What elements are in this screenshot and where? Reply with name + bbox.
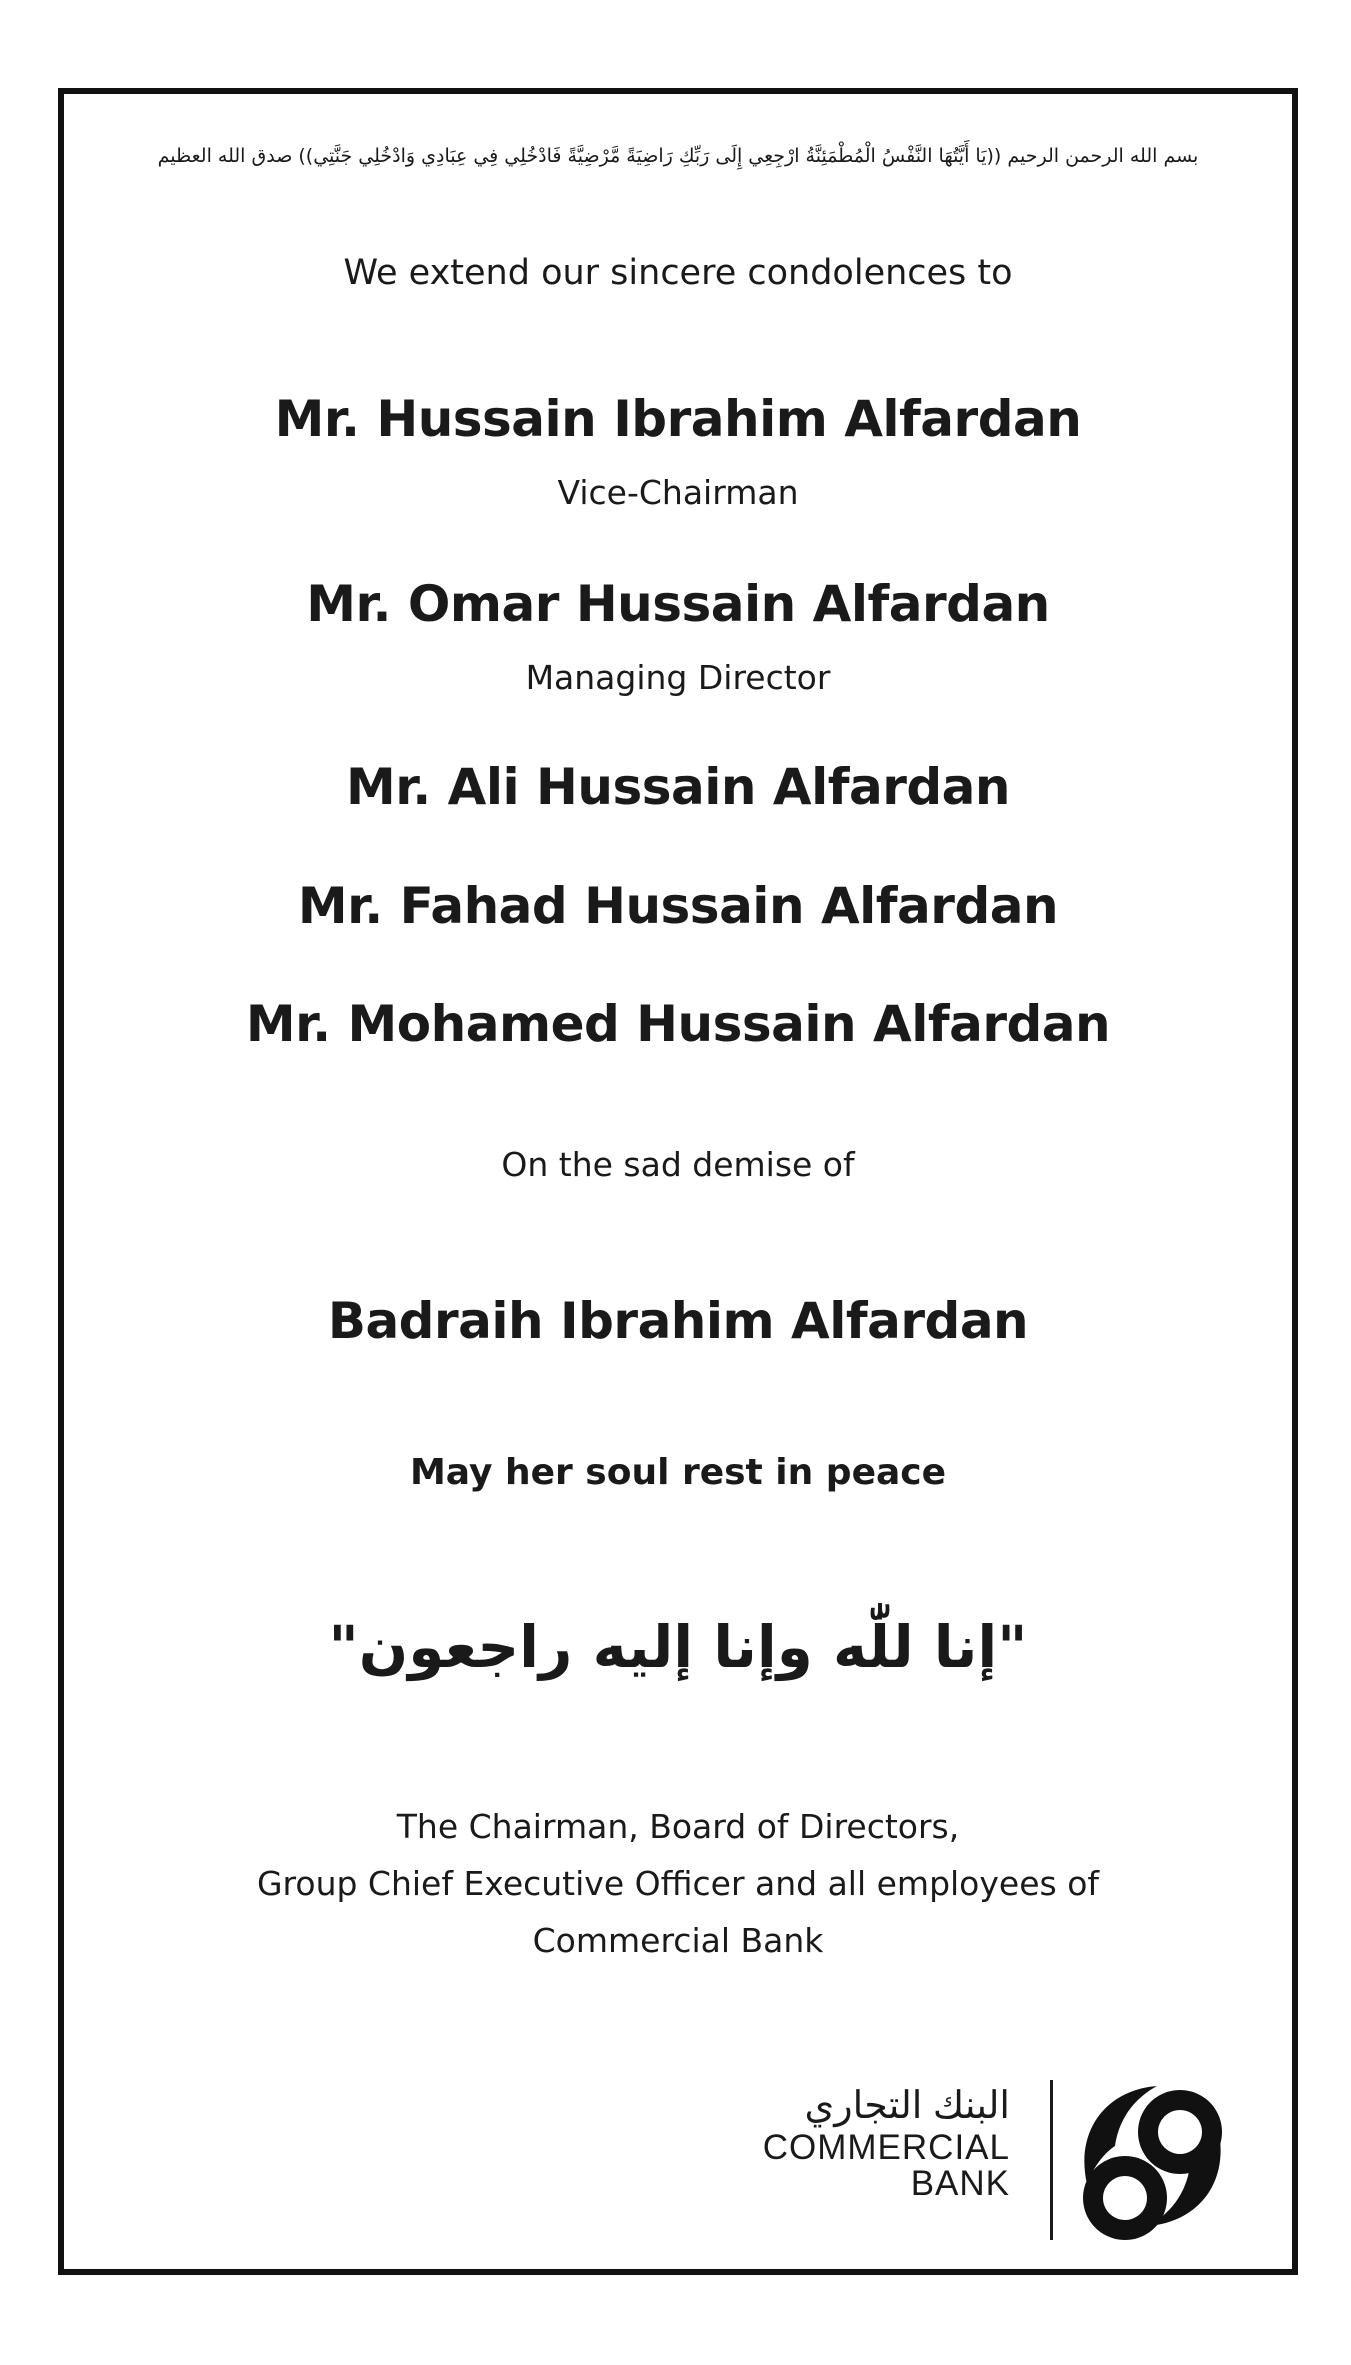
commercial-bank-logo xyxy=(760,2072,1240,2240)
signoff-line: Commercial Bank xyxy=(532,1921,824,1960)
recipient-title: Managing Director xyxy=(525,658,831,697)
logo-divider xyxy=(1050,2080,1053,2240)
signoff-line: The Chairman, Board of Directors, xyxy=(396,1807,960,1846)
rest-in-peace-line: May her soul rest in peace xyxy=(409,1452,947,1493)
demise-label: On the sad demise of xyxy=(501,1145,855,1184)
commercial-bank-mark-icon xyxy=(1065,2072,1240,2240)
recipient-name: Mr. Hussain Ibrahim Alfardan xyxy=(274,390,1082,448)
signoff-line: Group Chief Executive Officer and all employees of xyxy=(256,1864,1100,1903)
recipient-name: Mr. Mohamed Hussain Alfardan xyxy=(245,995,1111,1053)
recipient-name: Mr. Fahad Hussain Alfardan xyxy=(297,877,1059,935)
arabic-prayer: "إنا للّٰه وإنا إليه راجعون" xyxy=(328,1613,1028,1681)
signoff-block xyxy=(58,1798,1298,1969)
deceased-name: Badraih Ibrahim Alfardan xyxy=(327,1292,1029,1350)
logo-name-line2: BANK xyxy=(910,2164,1010,2203)
logo-wordmark xyxy=(763,2082,1010,2202)
recipient-name: Mr. Ali Hussain Alfardan xyxy=(345,758,1011,816)
condolence-intro: We extend our sincere condolences to xyxy=(343,253,1013,293)
recipient-name: Mr. Omar Hussain Alfardan xyxy=(306,575,1050,633)
recipient-title: Vice-Chairman xyxy=(557,473,799,512)
logo-arabic-name: البنك التجاري xyxy=(804,2085,1010,2127)
logo-name-line1: COMMERCIAL xyxy=(762,2128,1010,2167)
quran-verse: بسم الله الرحمن الرحيم ((يَا أَيَّتُهَا النَّفْسُ الْمُطْمَئِنَّةُ ارْجِعِي إِلَى رَبِّكِ رَاضِيَةً مَّرْضِيَّةً فَادْخُلِي فِي عِبَادِي وَادْخُلِي جَنَّتِي)) صدق الله العظيم xyxy=(157,145,1199,167)
